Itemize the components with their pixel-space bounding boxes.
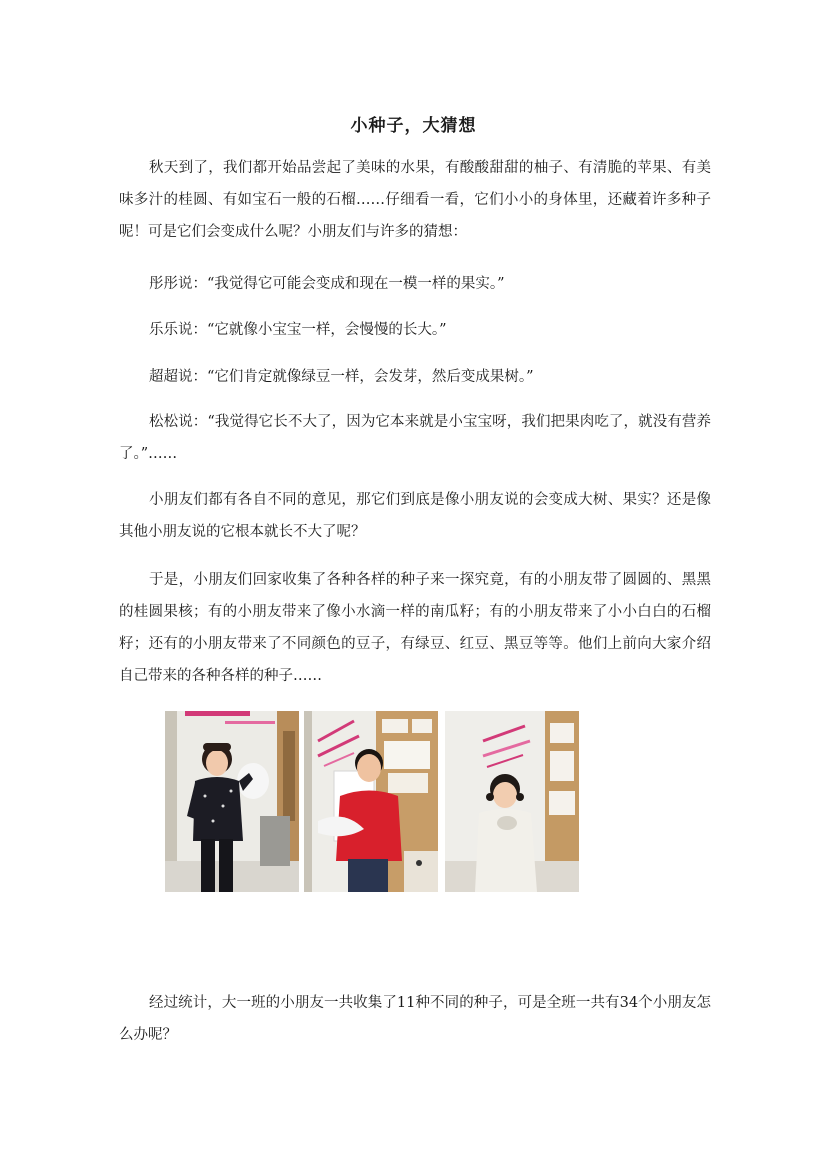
photo-boy-red-sweater <box>304 711 438 892</box>
paragraph-songsong: 松松说：“我觉得它长不大了，因为它本来就是小宝宝呀，我们把果肉吃了，就没有营养了。”…… <box>119 414 711 462</box>
paragraph-chaochao: 超超说：“它们肯定就像绿豆一样，会发芽，然后变成果树。” <box>149 369 534 385</box>
paragraph-statistics: 经过统计，大一班的小朋友一共收集了11种不同的种子，可是全班一共有34个小朋友怎么办呢？ <box>119 995 711 1043</box>
paragraph-lele: 乐乐说：“它就像小宝宝一样，会慢慢的长大。” <box>149 322 447 338</box>
paragraph-intro: 秋天到了，我们都开始品尝起了美味的水果，有酸酸甜甜的柚子、有清脆的苹果、有美味多汁的桂圆、有如宝石一般的石榴……仔细看一看，它们小小的身体里，还藏着许多种子呢！可是它们会变成什么呢？小朋友们与许多的猜想： <box>119 160 711 240</box>
photo-girl-white-sweater <box>445 711 579 892</box>
paragraph-tongtong: 彤彤说：“我觉得它可能会变成和现在一模一样的果实。” <box>149 276 505 292</box>
paragraph-collect-seeds: 于是，小朋友们回家收集了各种各样的种子来一探究竟，有的小朋友带了圆圆的、黑黑的桂圆果核；有的小朋友带来了像小水滴一样的南瓜籽；有的小朋友带来了小小白白的石榴籽；还有的小朋友带来了不同颜色的豆子，有绿豆、红豆、黑豆等等。他们上前向大家介绍自己带来的各种各样的种子…… <box>119 572 711 684</box>
page-title: 小种子，大猜想 <box>350 116 477 136</box>
paragraph-opinions: 小朋友们都有各自不同的意见，那它们到底是像小朋友说的会变成大树、果实？还是像其他小朋友说的它根本就长不大了呢？ <box>119 492 711 540</box>
photo-girl-black-sweater <box>165 711 299 892</box>
